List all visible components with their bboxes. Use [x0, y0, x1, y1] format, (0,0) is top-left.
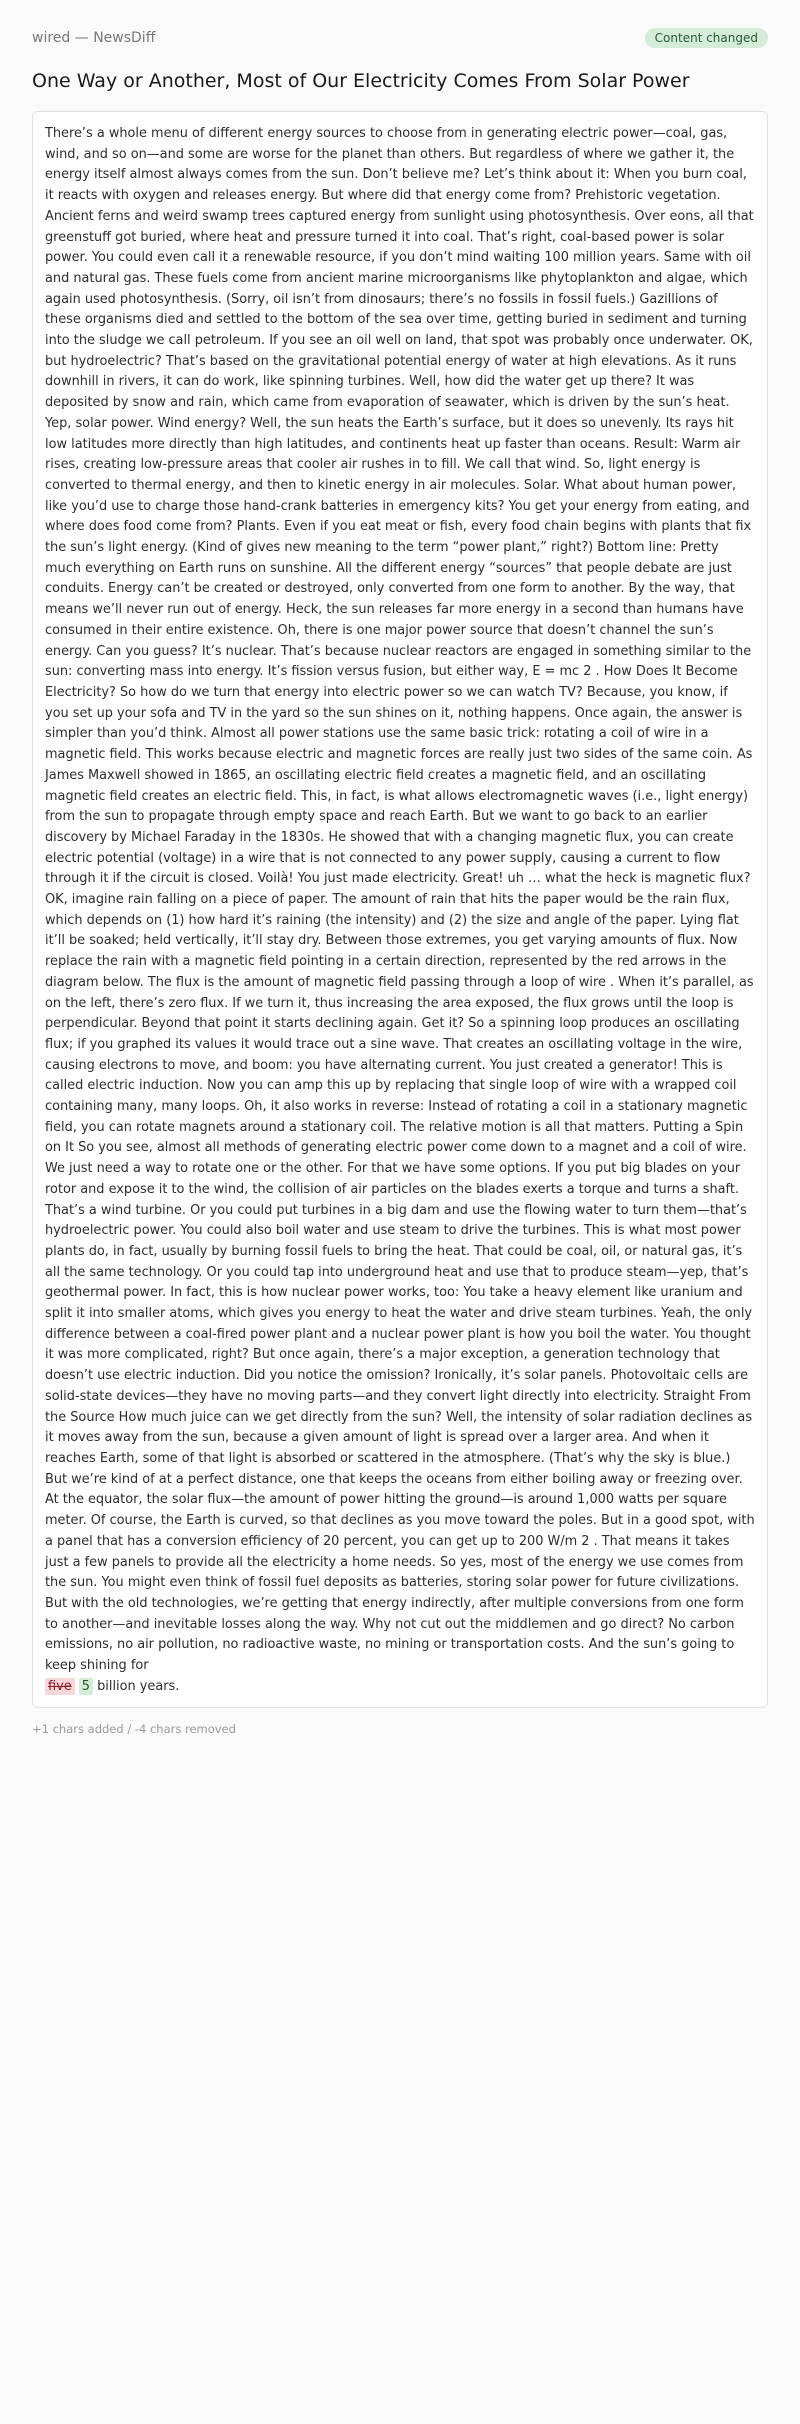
page-title: One Way or Another, Most of Our Electricity Comes From Solar Power — [32, 70, 690, 92]
article-body: There’s a whole menu of different energy sources to choose from in generating electric power—coal, gas, wind, and so on—and some are worse for the planet than others. But regardless of where we gather it, the energy itself almost always comes from the sun. Don’t believe me? Let’s think about it: When you burn coal, it reacts with oxygen and releases energy. But where did that energy come from? Prehistoric vegetation. Ancient ferns and weird swamp trees captured energy from sunlight using photosynthesis. Over eons, all that greenstuff got buried, where heat and pressure turned it into coal. That’s right, coal-based power is solar power. You could even call it a renewable resource, if you don’t mind waiting 100 million years. Same with oil and natural gas. These fuels come from ancient marine microorganisms like phytoplankton and algae, which again used photosynthesis. (Sorry, oil isn’t from dinosaurs; there’s no fossils in fossil fuels.) Gazillions of these organisms died and settled to the bottom of the sea over time, getting buried in sediment and turning into the sludge we call petroleum. If you see an oil well on land, that spot was probably once underwater. OK, but hydroelectric? That’s based on the gravitational potential energy of water at high elevations. As it runs downhill in rivers, it can do work, like spinning turbines. Well, how did the water get up there? It was deposited by snow and rain, which came from evaporation of seawater, which is driven by the sun’s heat. Yep, solar power. Wind energy? Well, the sun heats the Earth’s surface, but it does so unevenly. Its rays hit low latitudes more directly than high latitudes, and continents heat up faster than oceans. Result: Warm air rises, creating low-pressure areas that cooler air rushes in to fill. We call that wind. So, light energy is converted to thermal energy, and then to kinetic energy in air molecules. Solar. What about human power, like you’d use to charge those hand-crank batteries in emergency kits? You get your energy from eating, and where does food come from? Plants. Even if you eat meat or fish, every food chain begins with plants that fix the sun’s light energy. (Kind of gives new meaning to the term “power plant,” right?) Bottom line: Pretty much everything on Earth runs on sunshine. All the different energy “sources” that people debate are just conduits. Energy can’t be created or destroyed, only converted from one form to another. By the way, that means we’ll never run out of energy. Heck, the sun releases far more energy in a second than humans have consumed in their entire existence. Oh, there is one major power source that doesn’t channel the sun’s energy. Can you guess? It’s nuclear. That’s because nuclear reactors are engaged in something similar to the sun: converting mass into energy. It’s fission versus fusion, but either way, E = mc 2 . How Does It Become Electricity? So how do we turn that energy into electric power so we can watch TV? Because, you know, if you set up your sofa and TV in the yard so the sun shines on it, nothing happens. Once again, the answer is simpler than you’d think. Almost all power stations use the same basic trick: rotating a coil of wire in a magnetic field. This works because electric and magnetic forces are really just two sides of the same coin. As James Maxwell showed in 1865, an oscillating electric field creates a magnetic field, and an oscillating magnetic field creates an electric field. This, in fact, is what allows electromagnetic waves (i.e., light energy) from the sun to propagate through empty space and reach Earth. But we want to go back to an earlier discovery by Michael Faraday in the 1830s. He showed that with a changing magnetic flux, you can create electric potential (voltage) in a wire that is not connected to any power supply, causing a current to flow through it if the circuit is closed. Voilà! You just made electricity. Great! uh … what the heck is magnetic flux? OK, imagine rain falling on a piece of paper. The amount of rain that hits the paper would be the rain flux, which depends on (1) how hard it’s raining (the intensity) and (2) the size and angle of the paper. Lying flat it’ll be soaked; held vertically, it’ll stay dry. Between those extremes, you get varying amounts of flux. Now replace the rain with a magnetic field pointing in a certain direction, represented by the red arrows in the diagram below. The flux is the amount of magnetic field passing through a loop of wire . When it’s parallel, as on the left, there’s zero flux. If we turn it, thus increasing the area exposed, the flux grows until the loop is perpendicular. Beyond that point it starts declining again. Get it? So a spinning loop produces an oscillating flux; if you graphed its values it would trace out a sine wave. That creates an oscillating voltage in the wire, causing electrons to move, and boom: you have alternating current. You just created a generator! This is called electric induction. Now you can amp this up by replacing that single loop of wire with a wrapped coil containing many, many loops. Oh, it also works in reverse: Instead of rotating a coil in a stationary magnetic field, you can rotate magnets around a stationary coil. The relative motion is all that matters. Putting a Spin on It So you see, almost all methods of generating electric power come down to a magnet and a coil of wire. We just need a way to rotate one or the other. For that we have some options. If you put big blades on your rotor and expose it to the wind, the collision of air particles on the blades exerts a torque and turns a shaft. That’s a wind turbine. Or you could put turbines in a big dam and use the flowing water to turn them—that’s hydroelectric power. You could also boil water and use steam to drive the turbines. This is what most power plants do, in fact, usually by burning fossil fuels to bring the heat. That could be coal, oil, or natural gas, it’s all the same technology. Or you could tap into underground heat and use that to produce steam—yep, that’s geothermal power. In fact, this is how nuclear power works, too: You take a heavy element like uranium and split it into smaller atoms, which gives you energy to heat the water and drive steam turbines. Yeah, the only difference between a coal-fired power plant and a nuclear power plant is how you boil the water. You thought it was more complicated, right? But once again, there’s a major exception, a generation technology that doesn’t use electric induction. Did you notice the omission? Ironically, it’s solar panels. Photovoltaic cells are solid-state devices—they have no moving parts—and they convert light directly into electricity. Straight From the Source How much juice can we get directly from the sun? Well, the intensity of solar radiation declines as it moves away from the sun, because a given amount of light is spread over a larger area. And when it reaches Earth, some of that light is absorbed or scattered in the atmosphere. (That’s why the sky is blue.) But we’re kind of at a perfect distance, one that keeps the oceans from either boiling away or freezing over. At the equator, the solar flux—the amount of power hitting the ground—is around 1,000 watts per square meter. Of course, the Earth is curved, so that declines as you move toward the poles. But in a good spot, with a panel that has a conversion efficiency of 20 percent, you can get up to 200 W/m 2 . That means it takes just a few panels to provide all the electricity a home needs. So yes, most of the energy we use comes from the sun. You might even think of fossil fuel deposits as batteries, storing solar power for future civilizations. But with the old technologies, we’re getting that energy indirectly, after multiple conversions from one form to another—and inevitable losses along the way. Why not cut out the middlemen and go direct? No carbon emissions, no air pollution, no radioactive waste, no mining or transportation costs. And the sun’s going to keep shining for — [45, 126, 755, 1674]
source-label: wired — NewsDiff — [32, 30, 156, 46]
header-bar — [32, 30, 768, 46]
added-text: 5 — [79, 1678, 93, 1695]
diff-stats: +1 chars added / -4 chars removed — [32, 1722, 236, 1737]
status-badge: Content changed — [645, 28, 768, 48]
diff-tail-text: billion years. — [97, 1678, 180, 1694]
diff-line — [45, 1677, 755, 1698]
article-card — [32, 111, 768, 1708]
removed-text: five — [45, 1678, 75, 1695]
